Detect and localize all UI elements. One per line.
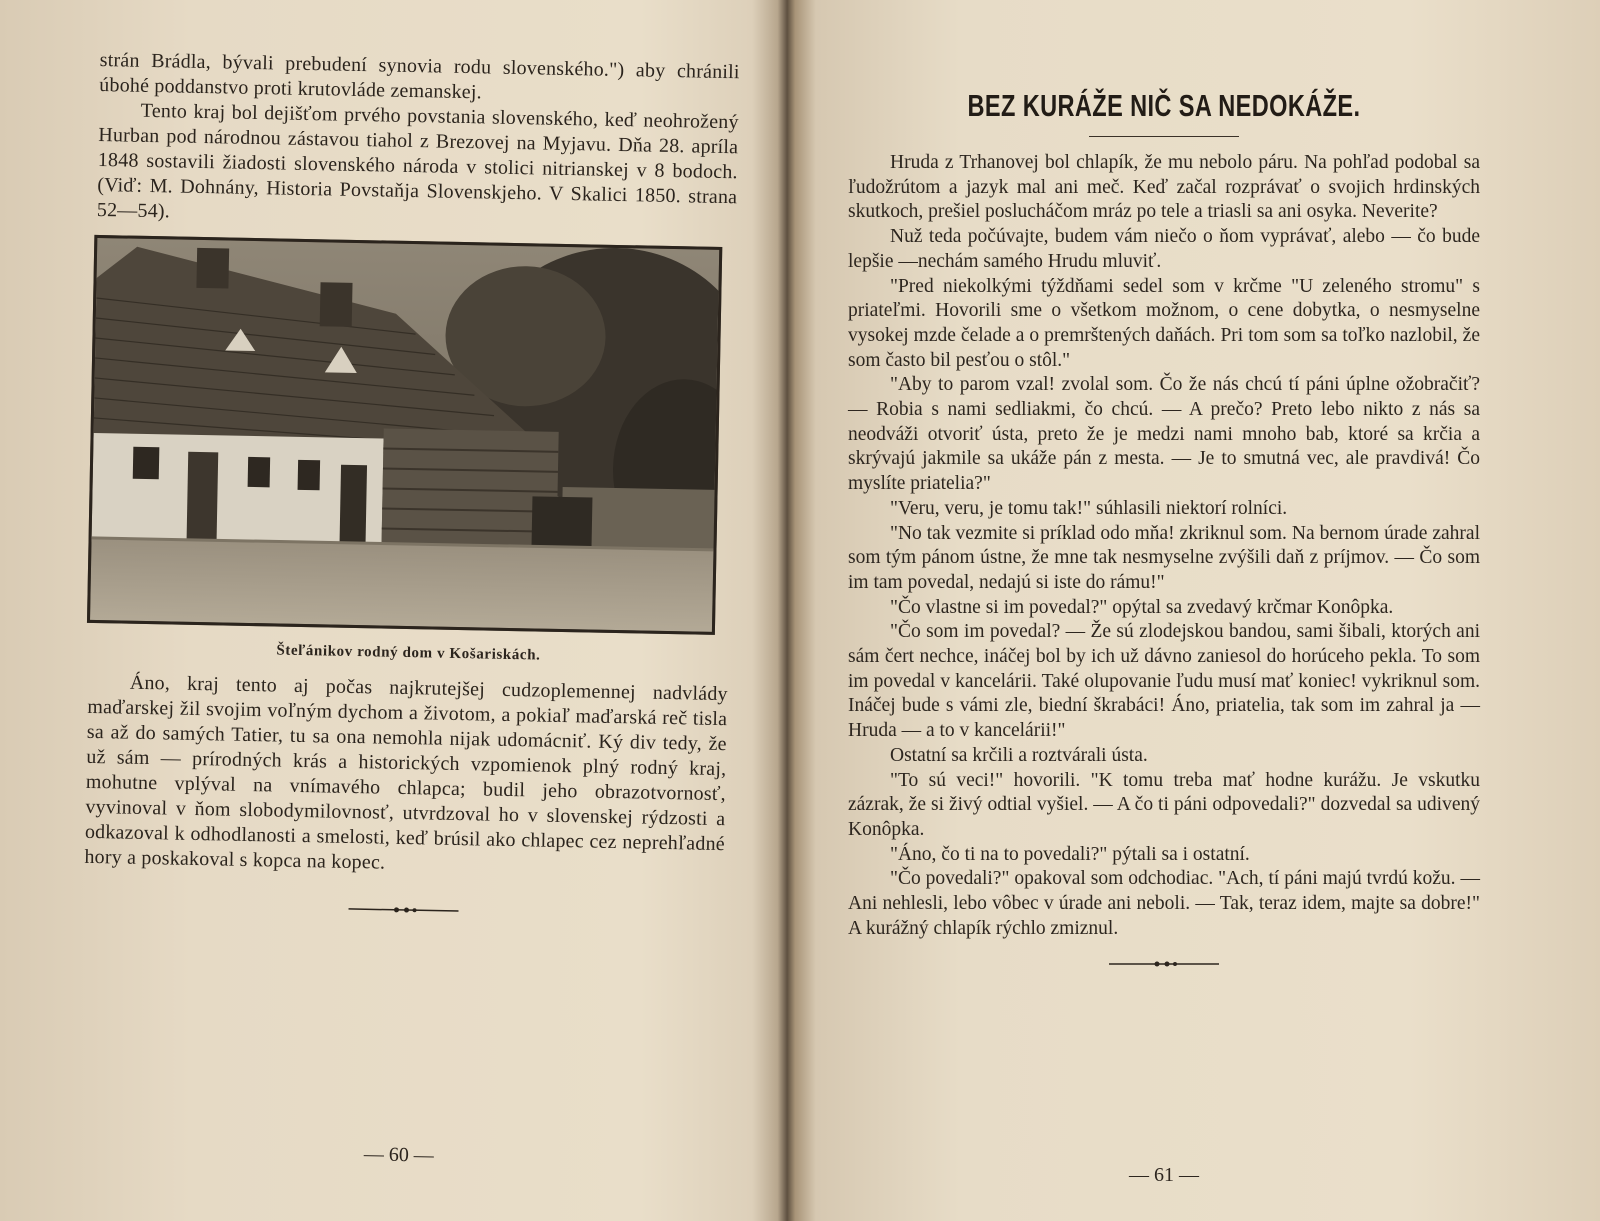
- right-paragraph-7: "Čo vlastne si im povedal?" opýtal sa zvedavý krčmar Konôpka.: [890, 596, 1394, 618]
- section-ornament-right: [1109, 960, 1219, 968]
- house-photograph: [87, 235, 722, 635]
- right-paragraph-6: "No tak vezmite si príklad odo mňa! zkriknul som. Na bernom úrade zahral som tým pánom ústne, že mne tak nesmyselne zvýšili daň z príjmov. — Čo som im tam povedal, nedajú si iste do rámu!": [848, 522, 1480, 593]
- right-paragraph-1: Hruda z Trhanovej bol chlapík, že mu nebolo páru. Na pohľad podobal sa ľudožrútom a jazyk mal ani meč. Keď začal rozprávať o svojich hrdinských skutkoch, prešiel poslucháčom mráz po tele a triasli sa ani osyka. Neverite?: [848, 152, 1480, 223]
- right-paragraph-2: Nuž teda počúvajte, budem vám niečo o ňom vyprávať, alebo — čo bude lepšie —nechám samého Hrudu mluviť.: [848, 226, 1480, 272]
- right-paragraph-12: "Čo povedali?" opakoval som odchodiac. "Ach, tí páni majú tvrdú kožu. — Ani nehlesli, lebo vôbec v úrade ani neboli. — Tak, teraz idem, majte sa dobre!" A kurážný chlapík rýchlo zmiznul.: [848, 868, 1480, 939]
- left-paragraph-3: Áno, kraj tento aj počas najkrutejšej cudzoplemennej nadvlády maďarskej žil svojim voľným dychom a životom, a pokiaľ maďarská reč tisla sa až do samých Tatier, tu sa ona nemohla nijak udomácniť. Ký div tedy, že už sám — prírodných krás a historických vzpomienok plný rodný kraj, mohutne vplýval na vnímavého chlapca; budil jeho obrazotvornosť, vyvinoval v ňom slobodymilovnosť, utvrdzoval ho v slovenskej rýdzosti a odkazoval k odhodlanosti a smelosti, keď brúsil ako chlapec cez neprehľadné hory a poskakoval s kopca na kopec.: [84, 671, 728, 874]
- chapter-title: BEZ KURÁŽE NIČ SA NEDOKÁŽE.: [967, 88, 1361, 123]
- title-divider: [1089, 136, 1239, 137]
- photo-caption: Šteľánikov rodný dom v Košariskách.: [276, 642, 541, 664]
- right-paragraph-10: "To sú veci!" hovorili. "K tomu treba mať hodne kurážu. Je vskutku zázrak, že si živý odtial vyšiel. — A čo ti páni odpovedali?" dozvedal sa udivený Konôpka.: [848, 769, 1480, 840]
- right-paragraph-9: Ostatní sa krčili a roztvárali ústa.: [890, 744, 1148, 766]
- section-ornament-left: [348, 905, 458, 915]
- left-paragraph-1: strán Brádla, bývali prebudení synovia rodu slovenského.") aby chránili úbohé poddanstvo proti krutovláde zemanskej.: [99, 48, 740, 104]
- right-page-text: [848, 151, 1480, 942]
- left-paragraph-2: Tento kraj bol dejišťom prvého povstania slovenského, keď neohrožený Hurban pod národnou zástavou tiahol z Brezovej na Myjavu. Dňa 28. apríla 1848 sostavili žiadosti slovenského národa v stolici nitrianskej v 8 bodoch. (Viď: M. Dohnány, Historia Povstaňja Slovenskjeho. V Skalici 1850. strana 52—54).: [96, 99, 739, 223]
- page-number-left: — 60 —: [363, 1143, 435, 1167]
- right-paragraph-4: "Aby to parom vzal! zvolal som. Čo že nás chcú tí páni úplne ožobračiť? — Robia s nami sedliakmi, čo chcú. — A prečo? Preto lebo nikto z nás sa neodváži otvoriť ústa, preto že je medzi nami mnoho bab, ktoré sa krčia a skrývajú jakmile sa ukáže pán z mesta. — Je to smutná vec, ale pravdivá! Čo myslíte priatelia?": [848, 374, 1480, 495]
- house-photo-illustration: [90, 238, 719, 632]
- right-page: [848, 84, 1480, 1194]
- page-number-right: — 61 —: [1129, 1164, 1199, 1186]
- right-paragraph-8: "Čo som im povedal? — Že sú zlodejskou bandou, sami šibali, ktorých ani sám čert nechce, ináčej bol by ich už dávno zaniesol do horúceho pekla. To som im povedal v kancelárii. Také olupovanie ľudu musí mať koniec! vykriknul som. Ináčej bude s vámi zle, biední škrabáci! Áno, priatelia, tak som im zahral ja — Hruda — a to v kancelárii!": [848, 621, 1480, 742]
- right-paragraph-5: "Veru, veru, je tomu tak!" súhlasili niektorí rolníci.: [890, 497, 1288, 519]
- left-page: [78, 48, 740, 1210]
- right-paragraph-3: "Pred niekolkými týždňami sedel som v krčme "U zeleného stromu" s priateľmi. Hovorili sme o všetkom možnom, o cene dobytka, o nesmyselne vysokej mzde čelade a o premrštených daňách. Pri tom som sa toľko nazlobil, že som často bil pesťou o stôl.": [848, 275, 1480, 371]
- right-paragraph-11: "Áno, čo ti na to povedali?" pýtali sa i ostatní.: [890, 843, 1250, 865]
- left-page-text: [97, 48, 740, 235]
